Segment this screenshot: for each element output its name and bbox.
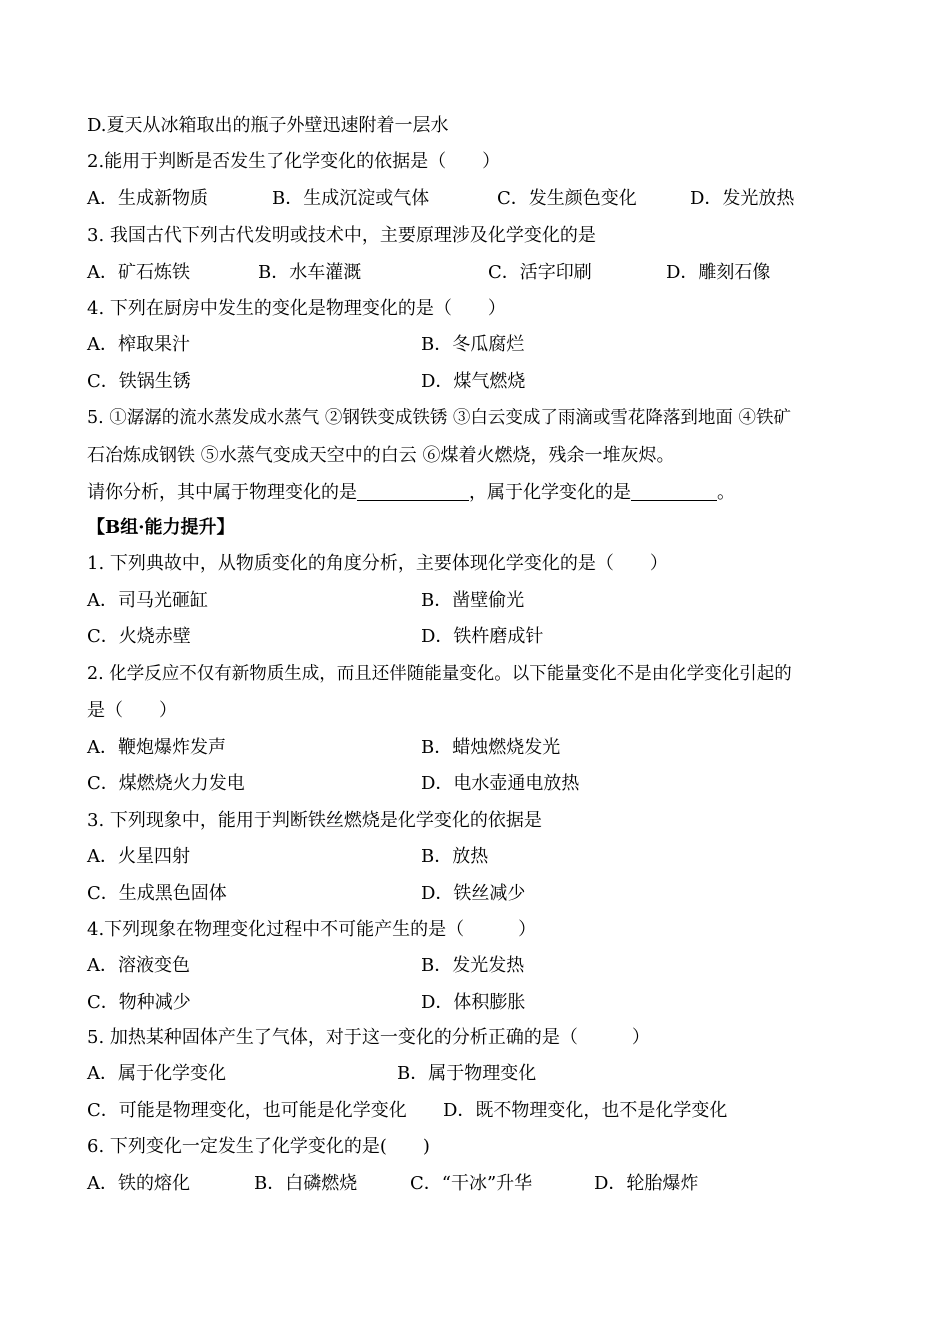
b-q6-stem: 6. 下列变化一定发生了化学变化的是( ) — [87, 1136, 430, 1157]
b-q6-option-a: A．铁的熔化 — [87, 1173, 190, 1194]
b-q5-option-a: A．属于化学变化 — [87, 1063, 226, 1084]
b-q2-option-d: D．电水壶通电放热 — [421, 773, 580, 794]
a-q3-stem: 3. 我国古代下列古代发明或技术中，主要原理涉及化学变化的是 — [87, 225, 596, 246]
a-q4-option-a: A．榨取果汁 — [87, 334, 190, 355]
a-q3-option-a: A．矿石炼铁 — [87, 262, 190, 283]
a-q4-stem: 4. 下列在厨房中发生的变化是物理变化的是（ ） — [87, 298, 506, 319]
a-q2-stem: 2.能用于判断是否发生了化学变化的依据是（ ） — [87, 151, 501, 172]
b-q2-option-c: C．煤燃烧火力发电 — [87, 773, 245, 794]
answer-blank-chemical[interactable] — [631, 482, 717, 501]
b-q5-option-d: D．既不物理变化，也不是化学变化 — [443, 1100, 728, 1121]
b-q3-option-a: A．火星四射 — [87, 846, 190, 867]
b-q1-option-c: C．火烧赤壁 — [87, 626, 191, 647]
b-q1-stem: 1. 下列典故中，从物质变化的角度分析，主要体现化学变化的是（ ） — [87, 553, 668, 574]
b-q5-option-b: B．属于物理变化 — [397, 1063, 537, 1084]
a-q5-prompt: 请你分析，其中属于物理变化的是 — [87, 482, 357, 503]
b-q2-option-a: A．鞭炮爆炸发声 — [87, 737, 226, 758]
b-q1-option-d: D．铁杵磨成针 — [421, 626, 544, 647]
a-q5-end: 。 — [717, 482, 735, 503]
a-q3-option-c: C．活字印刷 — [488, 262, 592, 283]
b-q3-option-d: D．铁丝减少 — [421, 883, 526, 904]
b-q4-option-c: C．物种减少 — [87, 992, 191, 1013]
b-q3-option-c: C．生成黑色固体 — [87, 883, 227, 904]
group-b-heading: 【B组·能力提升】 — [87, 517, 235, 538]
prev-question-option-d: D.夏天从冰箱取出的瓶子外壁迅速附着一层水 — [87, 115, 449, 136]
a-q5-line2: 石冶炼成钢铁 ⑤水蒸气变成天空中的白云 ⑥煤着火燃烧，残余一堆灰烬。 — [87, 445, 675, 466]
a-q3-option-d: D．雕刻石像 — [666, 262, 771, 283]
b-q6-option-d: D．轮胎爆炸 — [594, 1173, 699, 1194]
a-q2-option-a: A．生成新物质 — [87, 188, 208, 209]
b-q2-option-b: B．蜡烛燃烧发光 — [421, 737, 561, 758]
b-q4-option-d: D．体积膨胀 — [421, 992, 526, 1013]
a-q4-option-c: C．铁锅生锈 — [87, 371, 191, 392]
b-q5-option-c: C．可能是物理变化，也可能是化学变化 — [87, 1100, 407, 1121]
b-q1-option-a: A．司马光砸缸 — [87, 590, 208, 611]
b-q3-option-b: B．放热 — [421, 846, 489, 867]
b-q4-stem: 4.下列现象在物理变化过程中不可能产生的是（ ） — [87, 919, 537, 940]
a-q2-option-b: B．生成沉淀或气体 — [272, 188, 430, 209]
b-q4-option-b: B．发光发热 — [421, 955, 525, 976]
answer-blank-physical[interactable] — [357, 482, 469, 501]
b-q6-option-b: B．白磷燃烧 — [254, 1173, 358, 1194]
a-q5-line1: 5. ①潺潺的流水蒸发成水蒸气 ②钢铁变成铁锈 ③白云变成了雨滴或雪花降落到地面 ④铁矿 — [87, 408, 791, 428]
a-q2-option-d: D．发光放热 — [690, 188, 795, 209]
a-q3-option-b: B．水车灌溉 — [258, 262, 362, 283]
a-q4-option-b: B．冬瓜腐烂 — [421, 334, 525, 355]
b-q3-stem: 3. 下列现象中，能用于判断铁丝燃烧是化学变化的依据是 — [87, 810, 542, 831]
b-q6-option-c: C．“干冰”升华 — [410, 1173, 533, 1194]
b-q4-option-a: A．溶液变色 — [87, 955, 190, 976]
b-q2-stem-line1: 2. 化学反应不仅有新物质生成，而且还伴随能量变化。以下能量变化不是由化学变化引起的 — [87, 664, 792, 684]
b-q1-option-b: B．凿壁偷光 — [421, 590, 525, 611]
a-q2-option-c: C．发生颜色变化 — [497, 188, 637, 209]
a-q4-option-d: D．煤气燃烧 — [421, 371, 526, 392]
b-q5-stem: 5. 加热某种固体产生了气体，对于这一变化的分析正确的是（ ） — [87, 1027, 650, 1048]
a-q5-line3 — [87, 482, 735, 504]
b-q2-stem-line2: 是（ ） — [87, 700, 177, 721]
a-q5-prompt-2: ，属于化学变化的是 — [469, 482, 631, 503]
